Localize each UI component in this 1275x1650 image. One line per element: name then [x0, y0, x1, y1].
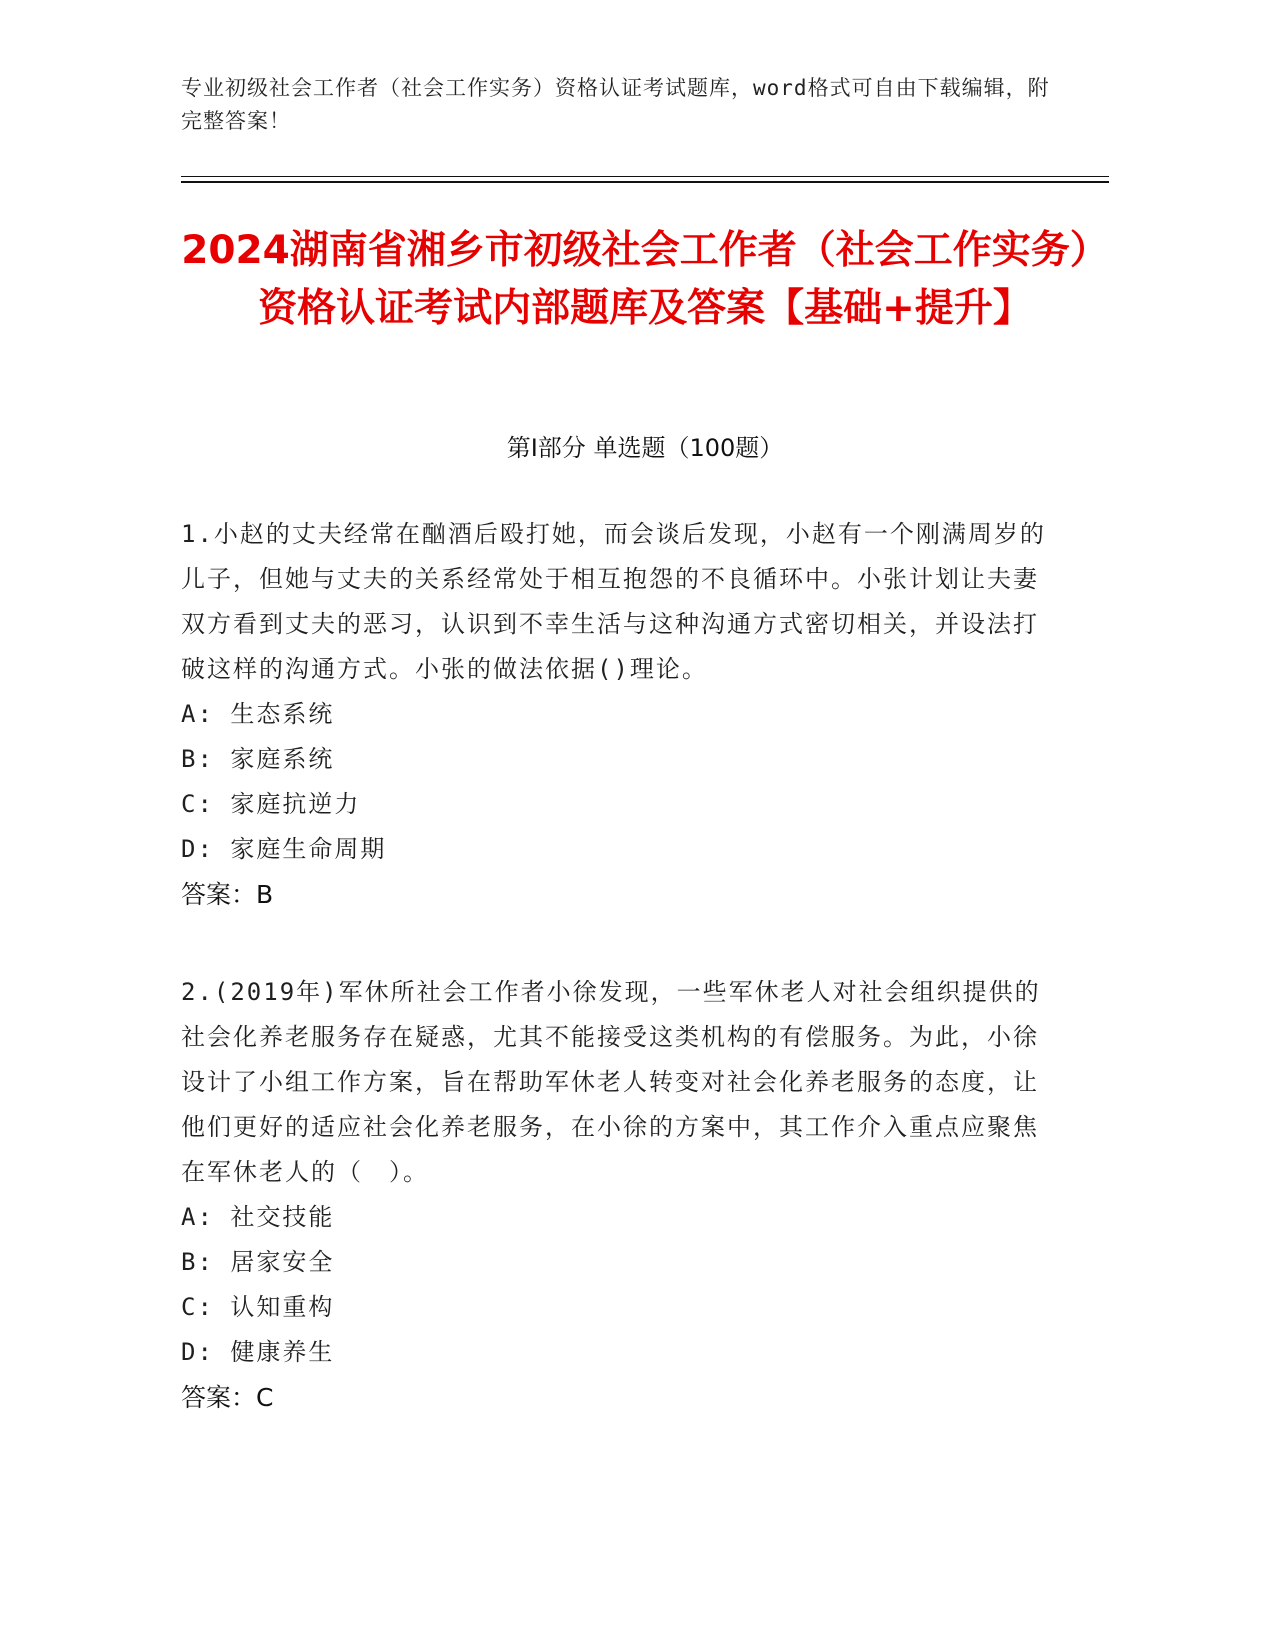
option-b: B: 居家安全 [181, 1248, 335, 1276]
option-d: D: 健康养生 [181, 1338, 335, 1366]
header-note: 专业初级社会工作者（社会工作实务）资格认证考试题库，word格式可自由下载编辑，附完整答案！ [181, 76, 1050, 133]
option-c: C: 认知重构 [181, 1293, 335, 1321]
question-stem: 1.小赵的丈夫经常在酗酒后殴打她，而会谈后发现，小赵有一个刚满周岁的儿子，但她与丈夫的关系经常处于相互抱怨的不良循环中。小张计划让夫妻双方看到丈夫的恶习，认识到不幸生活与这种沟通方式密切相关，并设法打破这样的沟通方式。小张的做法依据()理论。 [181, 520, 1046, 683]
document-title: 2024湖南省湘乡市初级社会工作者（社会工作实务）资格认证考试内部题库及答案【基础+提升】 [181, 228, 1109, 331]
option-a: A: 社交技能 [181, 1203, 335, 1231]
question-2 [181, 970, 1051, 1420]
header-divider-thin [181, 176, 1109, 177]
option-a: A: 生态系统 [181, 700, 335, 728]
header-divider-thick [181, 181, 1109, 183]
answer-line: 答案：B [181, 880, 274, 909]
option-d: D: 家庭生命周期 [181, 835, 387, 863]
section-title: 第I部分 单选题（100题） [506, 434, 784, 462]
option-c: C: 家庭抗逆力 [181, 790, 361, 818]
question-1 [181, 512, 1051, 917]
question-stem: 2.(2019年)军休所社会工作者小徐发现，一些军休老人对社会组织提供的社会化养老服务存在疑惑，尤其不能接受这类机构的有偿服务。为此，小徐设计了小组工作方案，旨在帮助军休老人转变对社会化养老服务的态度，让他们更好的适应社会化养老服务，在小徐的方案中，其工作介入重点应聚焦在军休老人的（ ）。 [181, 978, 1041, 1186]
option-b: B: 家庭系统 [181, 745, 335, 773]
answer-line: 答案：C [181, 1383, 274, 1412]
